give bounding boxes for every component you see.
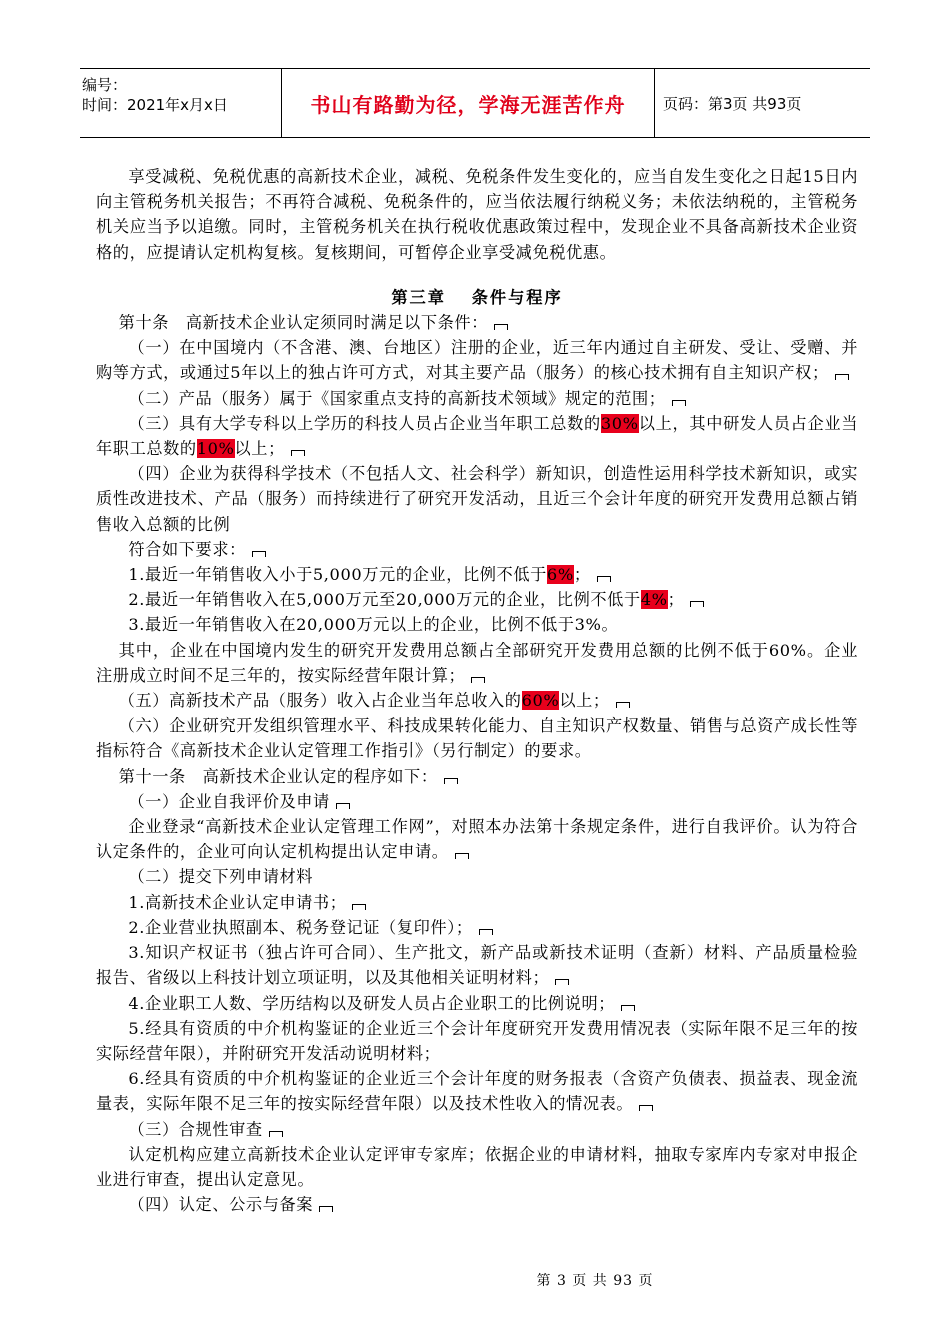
paragraph-mark-icon: [336, 803, 350, 809]
requirement-3: 3.最近一年销售收入在20,000万元以上的企业，比例不低于3%。: [128, 615, 619, 635]
highlight-value: 4%: [640, 590, 668, 610]
paragraph-mark-icon: [291, 450, 305, 456]
article-11: 第十一条 高新技术企业认定的程序如下：: [96, 764, 858, 789]
number-label: 编号：: [82, 76, 128, 94]
article-10: 第十条 高新技术企业认定须同时满足以下条件：: [96, 310, 858, 335]
header-meta: [80, 69, 282, 137]
step-3: （三）合规性审查: [96, 1117, 858, 1142]
paragraph-mark-icon: [690, 601, 704, 607]
material-1: 1.高新技术企业认定申请书；: [96, 890, 858, 915]
material-6: 6.经具有资质的中介机构鉴证的企业近三个会计年度的财务报表（含资产负债表、损益表、现金流量表，实际年限不足三年的按实际经营年限）以及技术性收入的情况表。: [96, 1069, 858, 1114]
requirement-note: 其中，企业在中国境内发生的研究开发费用总额占全部研究开发费用总额的比例不低于60%。企业注册成立时间不足三年的，按实际经营年限计算；: [96, 640, 858, 685]
highlight-value: 60%: [521, 691, 560, 711]
material-4: 4.企业职工人数、学历结构以及研发人员占企业职工的比例说明；: [96, 991, 858, 1016]
time-label: 时间：2021年x月x日: [82, 96, 228, 114]
step-1-text: 企业登录“高新技术企业认定管理工作网”，对照本办法第十条规定条件，进行自我评价。认为符合认定条件的，企业可向认定机构提出认定申请。: [96, 817, 858, 862]
paragraph-mark-icon: [455, 853, 469, 859]
paragraph-mark-icon: [616, 702, 630, 708]
material-2: 2.企业营业执照副本、税务登记证（复印件）；: [96, 915, 858, 940]
requirement-intro: 符合如下要求：: [96, 537, 858, 562]
condition-2: （二）产品（服务）属于《国家重点支持的高新技术领域》规定的范围；: [96, 386, 858, 411]
condition-6: （六）企业研究开发组织管理水平、科技成果转化能力、自主知识产权数量、销售与总资产成长性等指标符合《高新技术企业认定管理工作指引》（另行制定）的要求。: [96, 716, 858, 761]
condition-5: （五）高新技术产品（服务）收入占企业当年总收入的60%以上；: [96, 688, 858, 713]
paragraph-mark-icon: [835, 374, 849, 380]
page-footer: 第 3 页 共 93 页: [536, 1273, 654, 1289]
paragraph-mark-icon: [471, 677, 485, 683]
material-5: 5.经具有资质的中介机构鉴证的企业近三个会计年度研究开发费用情况表（实际年限不足三年的按实际经营年限），并附研究开发活动说明材料；: [96, 1018, 858, 1063]
paragraph-mark-icon: [269, 1131, 283, 1137]
paragraph-mark-icon: [621, 1005, 635, 1011]
step-1: （一）企业自我评价及申请: [96, 789, 858, 814]
paragraph-mark-icon: [479, 929, 493, 935]
highlight-value: 30%: [600, 413, 639, 433]
header-page-label: 页码：第3页 共93页: [663, 94, 802, 113]
requirement-1: 1.最近一年销售收入小于5,000万元的企业，比例不低于6%；: [96, 562, 858, 587]
paragraph-mark-icon: [639, 1105, 653, 1111]
paragraph: 享受减税、免税优惠的高新技术企业，减税、免税条件发生变化的，应当自发生变化之日起15日内向主管税务机关报告；不再符合减税、免税条件的，应当依法履行纳税义务；未依法纳税的，主管税务机关应当予以追缴。同时，主管税务机关在执行税收优惠政策过程中，发现企业不具备高新技术企业资格的，应提请认定机构复核。复核期间，可暂停企业享受减免税优惠。: [96, 167, 858, 262]
condition-1: （一）在中国境内（不含港、澳、台地区）注册的企业，近三年内通过自主研发、受让、受赠、并购等方式，或通过5年以上的独占许可方式，对其主要产品（服务）的核心技术拥有自主知识产权；: [96, 338, 858, 383]
step-2: （二）提交下列申请材料: [128, 867, 314, 887]
step-3-text: 认定机构应建立高新技术企业认定评审专家库；依据企业的申请材料，抽取专家库内专家对申报企业进行审查，提出认定意见。: [96, 1144, 858, 1189]
condition-3: （三）具有大学专科以上学历的科技人员占企业当年职工总数的30%以上，其中研发人员占企业当年职工总数的10%以上；: [96, 413, 858, 459]
page-header: [80, 68, 870, 138]
paragraph-mark-icon: [444, 778, 458, 784]
chapter-title: 第三章 条件与程序: [391, 287, 563, 307]
condition-4: （四）企业为获得科学技术（不包括人文、社会科学）新知识，创造性运用科学技术新知识，或实质性改进技术、产品（服务）而持续进行了研究开发活动，且近三个会计年度的研究开发费用总额占销售收入总额的比例: [96, 464, 858, 534]
highlight-value: 10%: [196, 439, 235, 459]
header-motto: 书山有路勤为径，学海无涯苦作舟: [282, 69, 655, 137]
highlight-value: 6%: [546, 565, 574, 585]
step-4: （四）认定、公示与备案: [96, 1192, 858, 1217]
paragraph-mark-icon: [555, 979, 569, 985]
paragraph-mark-icon: [352, 904, 366, 910]
paragraph-mark-icon: [494, 324, 508, 330]
paragraph-mark-icon: [672, 400, 686, 406]
paragraph-mark-icon: [319, 1206, 333, 1212]
requirement-2: 2.最近一年销售收入在5,000万元至20,000万元的企业，比例不低于4%；: [96, 587, 858, 612]
paragraph-mark-icon: [597, 576, 611, 582]
document-body: [96, 164, 858, 1217]
paragraph-mark-icon: [252, 551, 266, 557]
material-3: 3.知识产权证书（独占许可合同）、生产批文，新产品或新技术证明（查新）材料、产品质量检验报告、省级以上科技计划立项证明，以及其他相关证明材料；: [96, 943, 858, 988]
